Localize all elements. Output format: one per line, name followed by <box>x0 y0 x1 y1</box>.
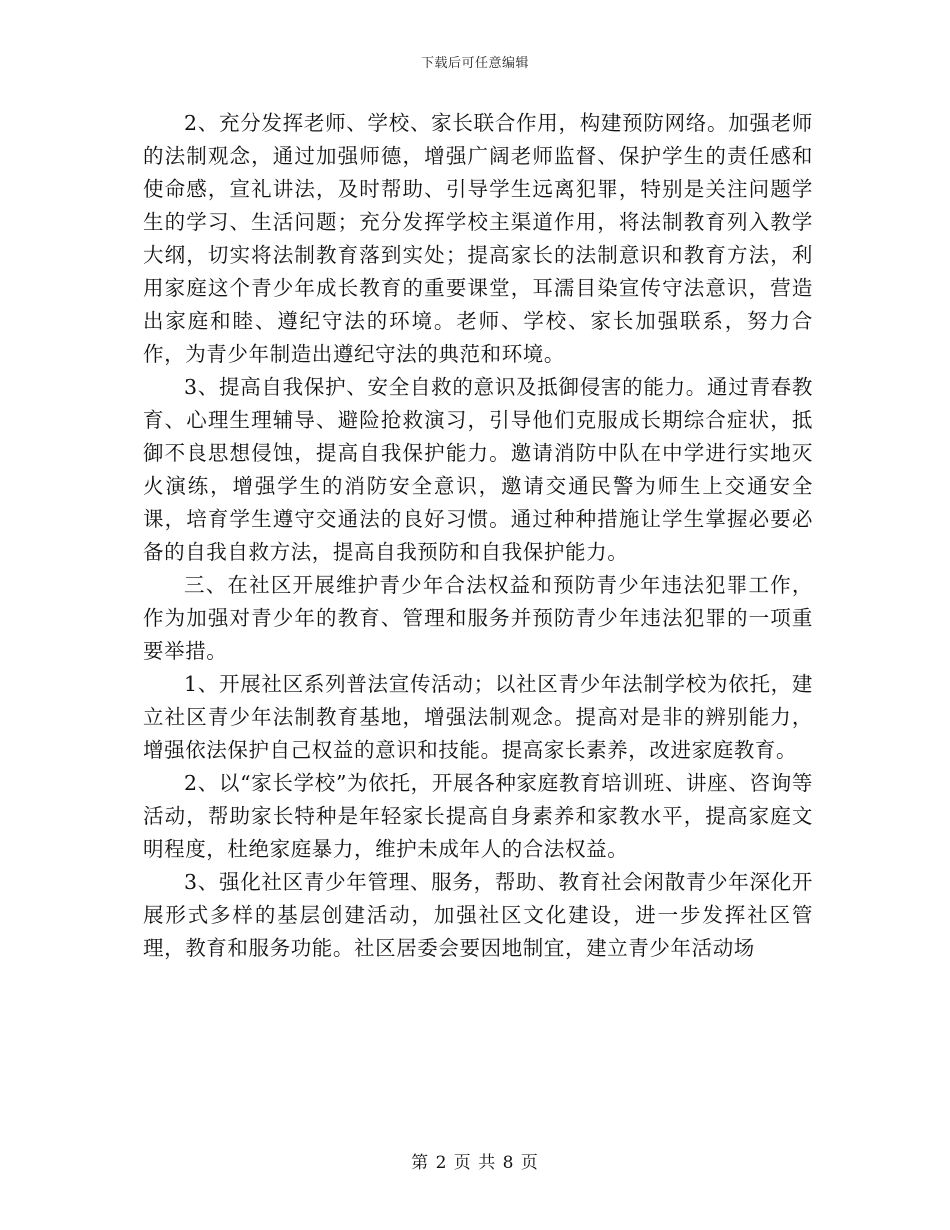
paragraph: 3、提高自我保护、安全自救的意识及抵御侵害的能力。通过青春教育、心理生理辅导、避险抢救演习，引导他们克服成长期综合症状，抵御不良思想侵蚀，提高自我保护能力。邀请消防中队在中学进行实地灭火演练，增强学生的消防安全意识，邀请交通民警为师生上交通安全课，培育学生遵守交通法的良好习惯。通过种种措施让学生掌握必要必备的自我自救方法，提高自我预防和自我保护能力。 <box>143 375 813 564</box>
page-number-footer: 第 2 页 共 8 页 <box>411 1153 539 1173</box>
page-header-note: 下载后可任意编辑 <box>420 56 529 71</box>
paragraph: 2、充分发挥老师、学校、家长联合作用，构建预防网络。加强老师的法制观念，通过加强师德，增强广阔老师监督、保护学生的责任感和使命感，宣礼讲法，及时帮助、引导学生远离犯罪，特别是关注问题学生的学习、生活问题；充分发挥学校主渠道作用，将法制教育列入教学大纲，切实将法制教育落到实处；提高家长的法制意识和教育方法，利用家庭这个青少年成长教育的重要课堂，耳濡目染宣传守法意识，营造出家庭和睦、遵纪守法的环境。老师、学校、家长加强联系，努力合作，为青少年制造出遵纪守法的典范和环境。 <box>143 111 813 366</box>
paragraph: 1、开展社区系列普法宣传活动；以社区青少年法制学校为依托，建立社区青少年法制教育基地，增强法制观念。提高对是非的辨别能力，增强依法保护自己权益的意识和技能。提高家长素养，改进家庭教育。 <box>143 672 813 762</box>
paragraph: 3、强化社区青少年管理、服务，帮助、教育社会闲散青少年深化开展形式多样的基层创建活动，加强社区文化建设，进一步发挥社区管理，教育和服务功能。社区居委会要因地制宜，建立青少年活动场 <box>143 870 813 960</box>
document-body <box>143 107 813 965</box>
paragraph: 2、以“家长学校”为依托，开展各种家庭教育培训班、讲座、咨询等活动，帮助家长特种是年轻家长提高自身素养和家教水平，提高家庭文明程度，杜绝家庭暴力，维护未成年人的合法权益。 <box>143 771 813 861</box>
paragraph: 三、在社区开展维护青少年合法权益和预防青少年违法犯罪工作，作为加强对青少年的教育、管理和服务并预防青少年违法犯罪的一项重要举措。 <box>143 573 813 663</box>
